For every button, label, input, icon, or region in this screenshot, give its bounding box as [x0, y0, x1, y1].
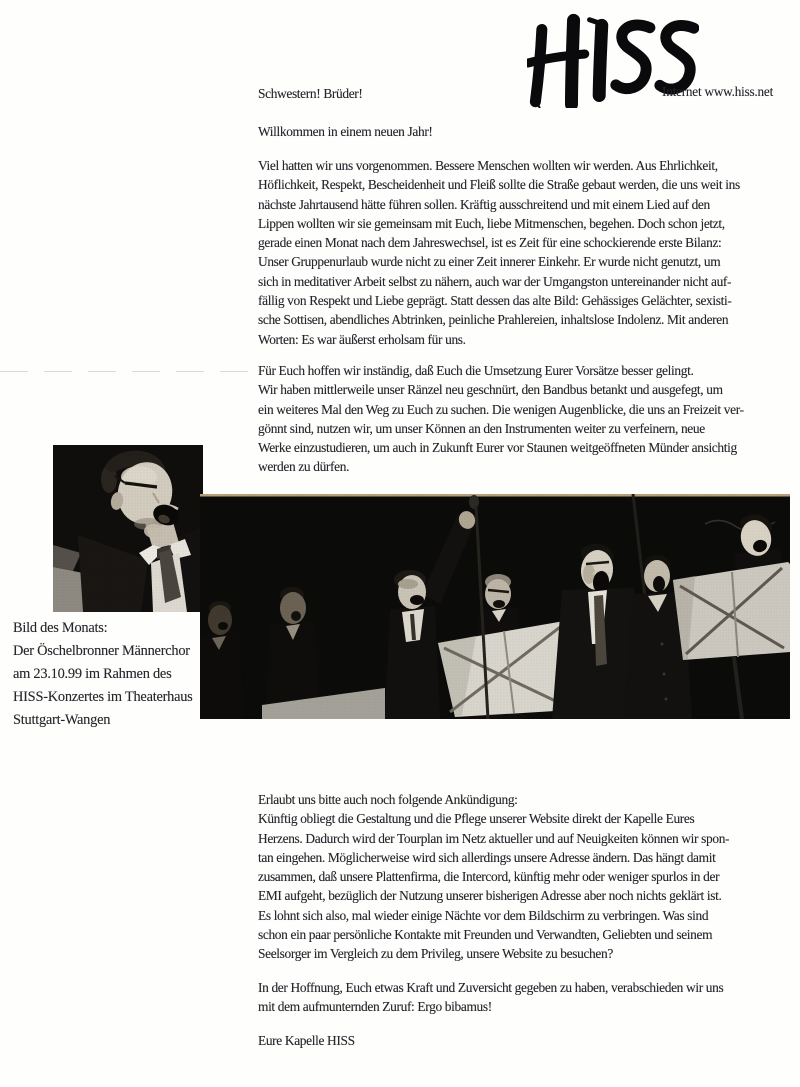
text-line: Höflichkeit, Respekt, Bescheidenheit und Fleiß sollte die Straße gebaut werden, die uns weit ins: [258, 177, 740, 193]
caption-line: HISS-Konzertes im Theaterhaus: [13, 689, 193, 705]
photo-closeup-singer: [53, 445, 203, 612]
text-line: In der Hoffnung, Euch etwas Kraft und Zuversicht gegeben zu haben, verabschieden wir uns: [258, 980, 724, 995]
text-line: Erlaubt uns bitte auch noch folgende Ankündigung:: [258, 792, 518, 807]
text-line: mit dem aufmunternden Zuruf: Ergo bibamus!: [258, 999, 492, 1015]
text-line: Werke einzustudieren, um auch in Zukunft Eurer vor Staunen weitgeöffneten Münder ansichtig: [258, 440, 737, 456]
text-line: Lippen wollten wir sie gemeinsam mit Euch, liebe Mitmenschen, begehen. Doch schon jetzt,: [258, 215, 725, 231]
text-line: Seelsorger im Vergleich zu dem Privileg, unsere Website zu besuchen?: [258, 946, 613, 962]
paragraph-farewell: [258, 978, 723, 1017]
text-line: gerade einen Monat nach dem Jahreswechsel, ist es Zeit für eine schockierende erste Bilanz:: [258, 235, 722, 251]
salutation-line: Schwestern! Brüder!: [258, 86, 363, 101]
paragraph-resolutions: [258, 156, 740, 349]
text-line: EMI aufgeht, bezüglich der Nutzung unserer bisherigen Adresse aber noch nichts geklärt ist.: [258, 888, 722, 904]
text-line: Künftig obliegt die Gestaltung und die Pflege unserer Website direkt der Kapelle Eures: [258, 811, 695, 827]
text-line: schon ein paar persönliche Kontakte mit Freunden und Verwandten, Geliebten und seinem: [258, 927, 713, 943]
text-line: sche Sottisen, abendliches Abtrinken, peinliche Prahlereien, inhaltslose Indolenz. Mit anderen: [258, 312, 729, 328]
greeting-line: Willkommen in einem neuen Jahr!: [258, 124, 433, 139]
paragraph-website: [258, 790, 729, 964]
text-line: nächste Jahrtausend hätte führen sollen. Kräftig ausschreitend und mit einem Lied auf den: [258, 196, 710, 212]
photo-maennerchor: [200, 494, 790, 719]
text-line: Für Euch hoffen wir inständig, daß Euch die Umsetzung Eurer Vorsätze besser gelingt.: [258, 363, 694, 378]
signature-line: Eure Kapelle HISS: [258, 1033, 355, 1048]
photo-caption: [13, 617, 193, 732]
caption-line: Der Öschelbronner Männerchor: [13, 643, 190, 659]
text-line: Wir haben mittlerweile unser Ränzel neu geschnürt, den Bandbus betankt und ausgefegt, um: [258, 382, 723, 398]
scan-artifact-line: [0, 371, 252, 372]
text-line: Viel hatten wir uns vorgenommen. Bessere Menschen wollten wir werden. Aus Ehrlichkeit,: [258, 158, 718, 173]
caption-line: Stuttgart-Wangen: [13, 712, 111, 728]
caption-line: am 23.10.99 im Rahmen des: [13, 666, 172, 682]
text-line: sich in meditativer Arbeit selbst zu nähern, auch war der Umgangston untereinander nicht auf-: [258, 273, 732, 289]
text-line: zusammen, daß unsere Plattenfirma, die Intercord, künftig mehr oder weniger spurlos in der: [258, 869, 720, 885]
text-line: werden zu dürfen.: [258, 459, 350, 475]
text-line: ein weiteres Mal den Weg zu Euch zu suchen. Die wenigen Augenblicke, die uns an Freizeit ver-: [258, 401, 744, 417]
paragraph-touring: [258, 361, 744, 477]
text-line: gönnt sind, nutzen wir, um unser Können an den Instrumenten weiter zu verfeinern, neue: [258, 420, 705, 436]
text-line: Herzens. Dadurch wird der Tourplan im Netz aktueller und auf Neuigkeiten können wir spon-: [258, 830, 730, 846]
text-line: Unser Gruppenurlaub wurde nicht zu einer Zeit innerer Einkehr. Er wurde nicht genutzt, um: [258, 254, 721, 270]
caption-line: Bild des Monats:: [13, 620, 108, 636]
text-line: tan eingehen. Möglicherweise wird sich allerdings unsere Adresse ändern. Das hängt damit: [258, 849, 716, 865]
website-url: Internet www.hiss.net: [662, 84, 774, 99]
text-line: Worten: Es war äußerst erholsam für uns.: [258, 331, 466, 347]
text-line: Es lohnt sich also, mal wieder einige Nächte vor dem Bildschirm zu verbringen. Was sind: [258, 907, 709, 923]
text-line: fällig von Respekt und Liebe geprägt. Statt dessen das alte Bild: Gehässiges Gelächter, sexisti-: [258, 293, 732, 309]
